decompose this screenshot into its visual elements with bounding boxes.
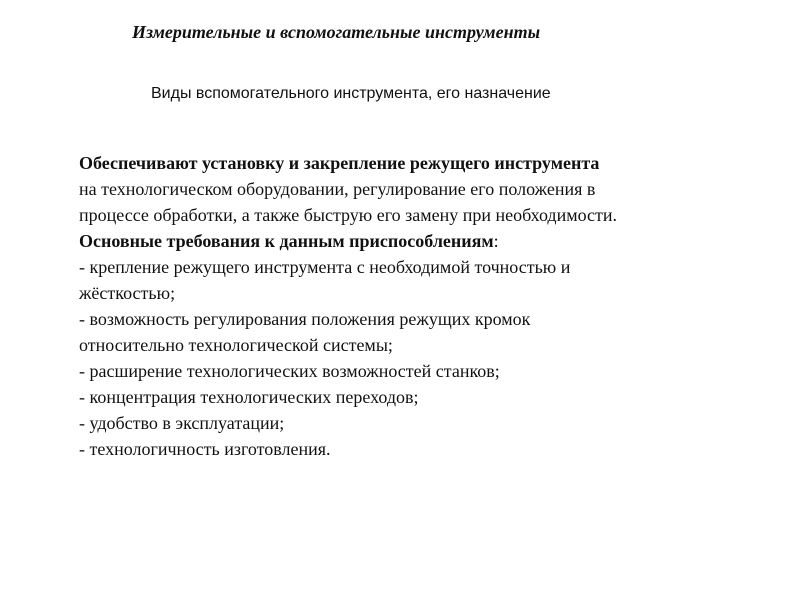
requirement-line: - крепление режущего инструмента с необходимой точностью и	[79, 257, 571, 277]
intro-line: процессе обработки, а также быструю его замену при необходимости.	[79, 205, 618, 225]
intro-line: на технологическом оборудовании, регулирование его положения в	[79, 179, 596, 199]
slide-subtitle: Виды вспомогательного инструмента, его назначение	[151, 85, 551, 102]
requirements-heading: Основные требования к данным приспособлениям	[79, 231, 494, 251]
slide-title: Измерительные и вспомогательные инструменты	[132, 22, 541, 42]
requirement-line: - удобство в эксплуатации;	[79, 413, 285, 433]
slide-body	[79, 150, 779, 462]
requirements-colon: :	[493, 231, 499, 251]
requirement-line: - возможность регулирования положения режущих кромок	[79, 309, 531, 329]
requirements-heading-line	[79, 228, 779, 254]
requirement-line: - технологичность изготовления.	[79, 439, 331, 459]
requirement-line: - расширение технологических возможностей станков;	[79, 361, 500, 381]
requirement-line: жёсткостью;	[79, 283, 176, 303]
requirement-line: - концентрация технологических переходов;	[79, 387, 419, 407]
intro-heading: Обеспечивают установку и закрепление режущего инструмента	[79, 153, 600, 173]
requirement-line: относительно технологической системы;	[79, 335, 393, 355]
